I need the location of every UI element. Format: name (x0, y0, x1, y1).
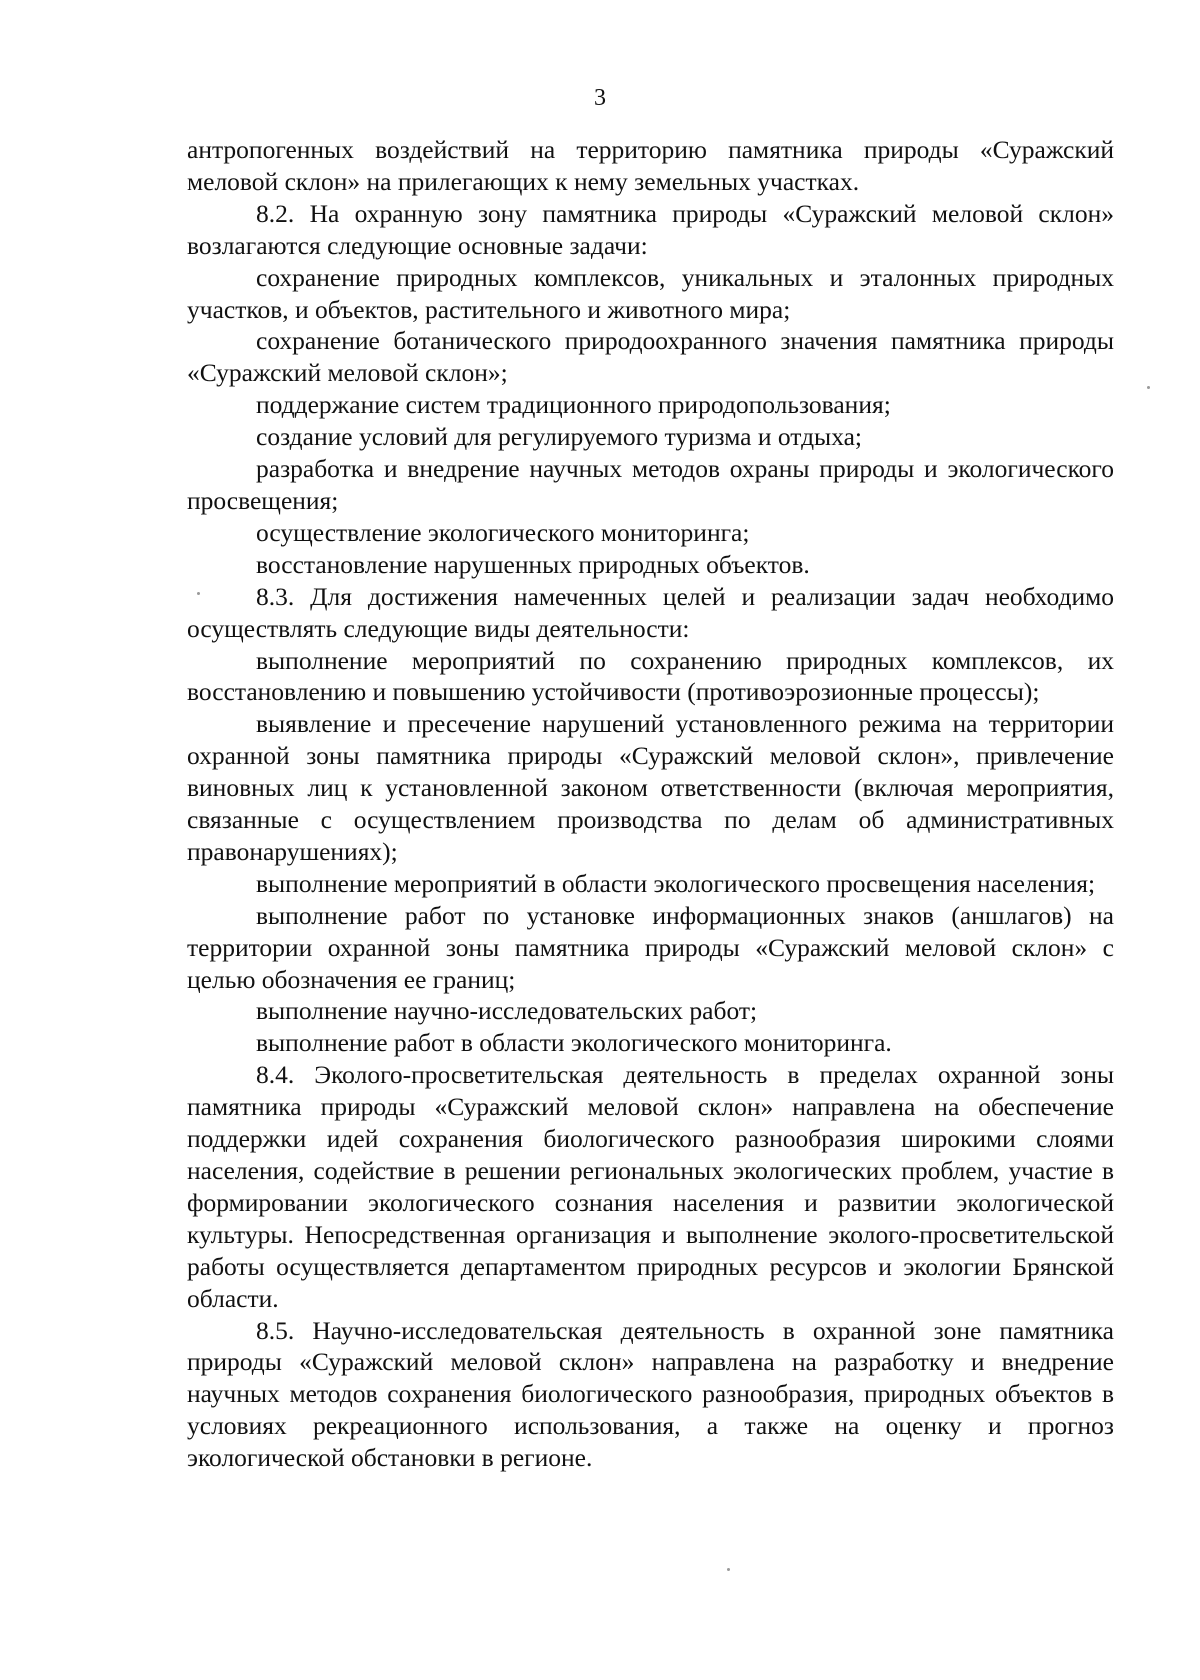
paragraph-8-3: 8.3. Для достижения намеченных целей и реализации задач необходимо осуществлять следующие виды деятельности: (187, 581, 1114, 643)
list-item-task: сохранение природных комплексов, уникальных и эталонных природных участков, и объектов, растительного и животного мира; (187, 262, 1114, 324)
list-item-task: создание условий для регулируемого туризма и отдыха; (256, 422, 863, 452)
page-number: 3 (594, 85, 606, 111)
list-item-activity: выполнение мероприятий в области экологического просвещения населения; (256, 868, 1096, 898)
list-item-task: восстановление нарушенных природных объектов. (256, 549, 810, 579)
list-item-activity: выявление и пресечение нарушений установленного режима на территории охранной зоны памятника природы «Суражский меловой склон», привлечение виновных лиц к установленной законом ответственности (включая мероприятия, связанные с осуществлением производства по делам об административных правонарушениях); (187, 709, 1114, 866)
scan-speck (1147, 386, 1150, 389)
paragraph-continuation: антропогенных воздействий на территорию памятника природы «Суражский меловой склон» на прилегающих к нему земельных участках. (187, 135, 1114, 196)
list-item-activity: выполнение работ в области экологического мониторинга. (256, 1028, 892, 1058)
list-item-activity: выполнение мероприятий по сохранению природных комплексов, их восстановлению и повышению устойчивости (противоэрозионные процессы); (187, 645, 1114, 707)
document-body (187, 134, 1114, 1474)
scan-speck (197, 592, 200, 595)
list-item-task: разработка и внедрение научных методов охраны природы и экологического просвещения; (187, 454, 1114, 515)
list-item-activity: выполнение работ по установке информационных знаков (аншлагов) на территории охранной зоны памятника природы «Суражский меловой склон» с целью обозначения ее границ; (187, 900, 1114, 994)
list-item-task: сохранение ботанического природоохранного значения памятника природы «Суражский меловой склон»; (187, 326, 1114, 388)
list-item-task: осуществление экологического мониторинга; (256, 517, 750, 547)
paragraph-8-2: 8.2. На охранную зону памятника природы «Суражский меловой склон» возлагаются следующие основные задачи: (187, 198, 1114, 260)
paragraph-8-5: 8.5. Научно-исследовательская деятельность в охранной зоне памятника природы «Суражский меловой склон» направлена на разработку и внедрение научных методов сохранения биологического разнообразия, природных объектов в условиях рекреационного использования, а также на оценку и прогноз экологической обстановки в регионе. (187, 1315, 1114, 1473)
list-item-task: поддержание систем традиционного природопользования; (256, 390, 891, 420)
list-item-activity: выполнение научно-исследовательских работ; (256, 996, 758, 1026)
paragraph-8-4: 8.4. Эколого-просветительская деятельность в пределах охранной зоны памятника природы «Суражский меловой склон» направлена на обеспечение поддержки идей сохранения биологического разнообразия широкими слоями населения, содействие в решении региональных экологических проблем, участие в формировании экологического сознания населения и развитии экологической культуры. Непосредственная организация и выполнение эколого-просветительской работы осуществляется департаментом природных ресурсов и экологии Брянской области. (187, 1060, 1114, 1313)
scan-speck (727, 1568, 730, 1571)
